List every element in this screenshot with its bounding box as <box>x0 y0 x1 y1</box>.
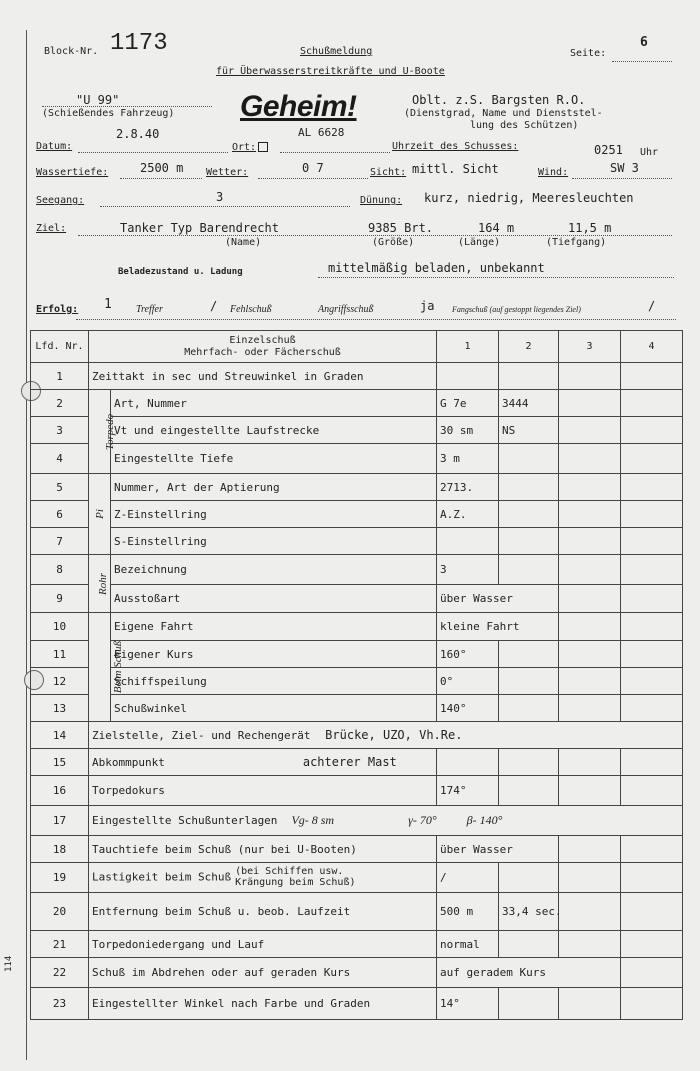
wind-value: SW 3 <box>610 161 639 175</box>
row-value-4 <box>621 988 683 1020</box>
row-value-1: A.Z. <box>437 501 499 528</box>
row-value-2: 33,4 sec. <box>499 893 559 931</box>
beladung-label: Beladezustand u. Ladung <box>118 267 243 277</box>
row-value-4 <box>621 501 683 528</box>
fangschuss-value: / <box>648 299 656 313</box>
table-row <box>31 528 683 555</box>
caption-laenge: (Länge) <box>458 237 501 248</box>
table-row <box>31 668 683 695</box>
row-value-4 <box>621 863 683 893</box>
row-label: Bezeichnung <box>111 555 437 585</box>
r15-value: achterer Mast <box>302 755 397 769</box>
datum-label: Datum: <box>36 141 73 152</box>
row-value-3 <box>559 444 621 474</box>
row-value-1 <box>437 528 499 555</box>
row-value-1: G 7e <box>437 390 499 417</box>
uhrzeit-value: 0251 <box>594 143 623 157</box>
row-value-2: NS <box>499 417 559 444</box>
ziel-laenge: 164 m <box>478 221 515 235</box>
row-label: Entfernung beim Schuß u. beob. Laufzeit <box>89 893 437 931</box>
row-number: 12 <box>31 668 89 695</box>
row-value-2 <box>499 641 559 668</box>
row-value-2 <box>499 444 559 474</box>
row-value-4 <box>621 474 683 501</box>
table-header-row <box>31 331 683 363</box>
duenung-value: kurz, niedrig, Meeresleuchten <box>424 191 634 205</box>
row-value-2 <box>499 555 559 585</box>
seegang-value: 3 <box>216 190 224 204</box>
row-number: 7 <box>31 528 89 555</box>
row-number: 15 <box>31 749 89 776</box>
table-row <box>31 641 683 668</box>
ort-label: Ort: <box>232 142 268 153</box>
ort-checkbox <box>258 142 268 152</box>
row-value-4 <box>621 931 683 958</box>
datum-value: 2.8.40 <box>116 127 160 141</box>
row-value-4 <box>621 836 683 863</box>
block-label: Block-Nr. <box>44 46 99 57</box>
row-value-1: 140° <box>437 695 499 722</box>
row-number: 4 <box>31 444 89 474</box>
row-value-3 <box>559 931 621 958</box>
row-value-1: über Wasser <box>437 836 559 863</box>
row-value-1: normal <box>437 931 499 958</box>
row-label: Eingestellte Schußunterlagen Vg- 8 sm γ- 70° β- 140° <box>89 806 683 836</box>
row-value-3 <box>559 668 621 695</box>
fehl-value: / <box>210 299 218 313</box>
row-value-2 <box>499 931 559 958</box>
row-value-4 <box>621 585 683 613</box>
wassertiefe-dots <box>120 177 202 179</box>
row-number: 16 <box>31 776 89 806</box>
caption-tiefgang: (Tiefgang) <box>546 237 607 248</box>
ziel-dots <box>78 234 672 236</box>
sicht-label: Sicht: <box>370 167 407 178</box>
col-nr-header: Lfd. Nr. <box>31 331 89 363</box>
row-value-2 <box>499 501 559 528</box>
row-value-3 <box>559 501 621 528</box>
row-label: Ausstoßart <box>111 585 437 613</box>
table-row <box>31 931 683 958</box>
wetter-value: 0 7 <box>302 161 324 175</box>
row-value-4 <box>621 695 683 722</box>
r17-vg: Vg- 8 sm <box>291 813 335 827</box>
table-row <box>31 836 683 863</box>
row-value-1: über Wasser <box>437 585 559 613</box>
table-row <box>31 863 683 893</box>
row-value-4 <box>621 613 683 641</box>
row-value-1 <box>437 363 499 390</box>
col-desc-header: Einzelschuß Mehrfach- oder Fächerschuß <box>89 331 437 363</box>
row-label: Eingestellter Winkel nach Farbe und Graden <box>89 988 437 1020</box>
row-value-1: auf geradem Kurs <box>437 958 621 988</box>
row-number: 14 <box>31 722 89 749</box>
row-label: Nummer, Art der Aptierung <box>111 474 437 501</box>
row-value-4 <box>621 641 683 668</box>
form-title: Schußmeldung <box>300 46 373 57</box>
row-label: Schuß im Abdrehen oder auf geraden Kurs <box>89 958 437 988</box>
officer-caption-2: lung des Schützen) <box>470 120 579 131</box>
row-value-1: 0° <box>437 668 499 695</box>
wind-dots <box>572 177 672 179</box>
row-label: Abkommpunkt achterer Mast <box>89 749 437 776</box>
row-value-2: 3444 <box>499 390 559 417</box>
group-torpedo: Torpedo <box>89 390 111 474</box>
ziel-tiefgang: 11,5 m <box>568 221 612 235</box>
r17-gamma: γ- 70° <box>408 813 437 827</box>
angriffsschuss-value: ja <box>420 299 435 313</box>
boat-caption: (Schießendes Fahrzeug) <box>42 108 175 119</box>
row-label: Art, Nummer <box>111 390 437 417</box>
row-label: Schußwinkel <box>111 695 437 722</box>
row-value-4 <box>621 417 683 444</box>
row-value-3 <box>559 363 621 390</box>
col-1-header: 1 <box>437 331 499 363</box>
table-row <box>31 749 683 776</box>
uhrzeit-label: Uhrzeit des Schusses: <box>392 141 519 152</box>
row-value-1: 3 m <box>437 444 499 474</box>
row-value-1: 174° <box>437 776 499 806</box>
r14-value: Brücke, UZO, Vh.Re. <box>325 728 463 742</box>
row-value-1: / <box>437 863 499 893</box>
row-label: Torpedoniedergang und Lauf <box>89 931 437 958</box>
row-value-1 <box>437 749 499 776</box>
row-number: 13 <box>31 695 89 722</box>
beladung-value: mittelmäßig beladen, unbekannt <box>328 261 545 275</box>
row-value-1: kleine Fahrt <box>437 613 559 641</box>
row-label: Eingestellte Tiefe <box>111 444 437 474</box>
group-beim-schuss: Beim Schuß <box>89 613 111 722</box>
seite-label: Seite: <box>570 48 607 59</box>
col-3-header: 3 <box>559 331 621 363</box>
table-row <box>31 613 683 641</box>
row-number: 20 <box>31 893 89 931</box>
row-number: 3 <box>31 417 89 444</box>
row-value-3 <box>559 474 621 501</box>
row-value-2 <box>499 363 559 390</box>
row-value-2 <box>499 863 559 893</box>
row-value-4 <box>621 749 683 776</box>
row-value-4 <box>621 528 683 555</box>
erfolg-dots <box>76 318 676 320</box>
row-value-2 <box>499 749 559 776</box>
row-value-3 <box>559 641 621 668</box>
col-2-header: 2 <box>499 331 559 363</box>
al-number: AL 6628 <box>298 126 345 139</box>
block-number: 1173 <box>110 30 168 57</box>
row-value-3 <box>559 390 621 417</box>
fangschuss-label: Fangschuß (auf gestoppt liegendes Ziel) <box>452 305 581 314</box>
table-row <box>31 893 683 931</box>
row-value-1: 2713. <box>437 474 499 501</box>
row-value-3 <box>559 613 621 641</box>
row-value-2 <box>499 474 559 501</box>
wassertiefe-value: 2500 m <box>140 161 184 175</box>
wetter-label: Wetter: <box>206 167 249 178</box>
row-value-1: 160° <box>437 641 499 668</box>
row-number: 19 <box>31 863 89 893</box>
table-row <box>31 806 683 836</box>
table-row <box>31 363 683 390</box>
group-pi: Pi <box>89 474 111 555</box>
row-value-4 <box>621 444 683 474</box>
row-value-3 <box>559 528 621 555</box>
row-value-4 <box>621 776 683 806</box>
table-row <box>31 501 683 528</box>
table-row <box>31 444 683 474</box>
row-value-2 <box>499 695 559 722</box>
shot-data-table <box>30 330 683 1020</box>
ziel-name: Tanker Typ Barendrecht <box>120 221 279 235</box>
seegang-label: Seegang: <box>36 195 85 206</box>
ziel-label: Ziel: <box>36 223 67 234</box>
row-label: Vt und eingestellte Laufstrecke <box>111 417 437 444</box>
row-label: Schiffspeilung <box>111 668 437 695</box>
ort-dots <box>280 151 390 153</box>
row-value-1: 500 m <box>437 893 499 931</box>
seegang-dots <box>100 205 350 207</box>
table-row <box>31 722 683 749</box>
row-label: Z-Einstellring <box>111 501 437 528</box>
beladung-dots <box>318 276 674 278</box>
row-number: 21 <box>31 931 89 958</box>
row-value-1: 14° <box>437 988 499 1020</box>
geheim-stamp: Geheim! <box>240 90 357 123</box>
row-number: 9 <box>31 585 89 613</box>
row-number: 5 <box>31 474 89 501</box>
margin-rule <box>26 30 27 1060</box>
row-value-2 <box>499 776 559 806</box>
table-row <box>31 776 683 806</box>
seite-value: 6 <box>640 35 648 50</box>
wetter-dots <box>258 177 368 179</box>
row-value-1: 30 sm <box>437 417 499 444</box>
row-label: Eigene Fahrt <box>111 613 437 641</box>
row-value-3 <box>559 776 621 806</box>
r17-beta: β- 140° <box>466 813 503 827</box>
row-label: Eigener Kurs <box>111 641 437 668</box>
row-label: Torpedokurs <box>89 776 437 806</box>
boat-dots <box>42 105 212 107</box>
table-row <box>31 474 683 501</box>
row-value-4 <box>621 363 683 390</box>
row-value-3 <box>559 585 621 613</box>
uhr-label: Uhr <box>640 147 659 158</box>
row-value-3 <box>559 836 621 863</box>
duenung-label: Dünung: <box>360 195 403 206</box>
row-number: 22 <box>31 958 89 988</box>
row-value-4 <box>621 958 683 988</box>
row-label: Zeittakt in sec und Streuwinkel in Graden <box>89 363 437 390</box>
caption-groesse: (Größe) <box>372 237 415 248</box>
table-row <box>31 555 683 585</box>
row-value-3 <box>559 988 621 1020</box>
wind-label: Wind: <box>538 167 569 178</box>
row-value-4 <box>621 893 683 931</box>
datum-dots <box>78 151 228 153</box>
row-number: 10 <box>31 613 89 641</box>
row-value-4 <box>621 668 683 695</box>
table-row <box>31 958 683 988</box>
seite-dots <box>612 60 672 62</box>
row-number: 17 <box>31 806 89 836</box>
form-subtitle: für Überwasserstreitkräfte und U-Boote <box>216 66 445 77</box>
row-value-2 <box>499 668 559 695</box>
treffer-label: Treffer <box>136 304 163 315</box>
erfolg-label: Erfolg: <box>36 304 79 315</box>
ziel-groesse: 9385 Brt. <box>368 221 434 235</box>
row-value-3 <box>559 893 621 931</box>
margin-mark: 114 <box>4 955 14 972</box>
row-label: Zielstelle, Ziel- und Rechengerät Brücke, UZO, Vh.Re. <box>89 722 683 749</box>
row-number: 1 <box>31 363 89 390</box>
wassertiefe-label: Wassertiefe: <box>36 167 109 178</box>
row-number: 6 <box>31 501 89 528</box>
table-row <box>31 417 683 444</box>
row-value-3 <box>559 863 621 893</box>
caption-name: (Name) <box>225 237 262 248</box>
row-number: 18 <box>31 836 89 863</box>
row-value-4 <box>621 390 683 417</box>
row-value-4 <box>621 555 683 585</box>
row-label: Lastigkeit beim Schuß (bei Schiffen usw. Krängung beim Schuß) <box>89 863 437 893</box>
row-value-2 <box>499 528 559 555</box>
boat-name: "U 99" <box>76 93 120 107</box>
row-value-2 <box>499 988 559 1020</box>
col-4-header: 4 <box>621 331 683 363</box>
r19-note: (bei Schiffen usw. Krängung beim Schuß) <box>235 866 356 888</box>
fehlschuss-label: Fehlschuß <box>230 304 272 315</box>
row-value-3 <box>559 555 621 585</box>
table-row <box>31 988 683 1020</box>
row-value-3 <box>559 417 621 444</box>
treffer-value: 1 <box>104 297 112 312</box>
sicht-value: mittl. Sicht <box>412 162 499 176</box>
group-rohr: Rohr <box>89 555 111 613</box>
table-row <box>31 390 683 417</box>
row-label: Tauchtiefe beim Schuß (nur bei U-Booten) <box>89 836 437 863</box>
row-value-1: 3 <box>437 555 499 585</box>
table-row <box>31 585 683 613</box>
officer-name: Oblt. z.S. Bargsten R.O. <box>412 93 586 107</box>
row-number: 2 <box>31 390 89 417</box>
row-number: 11 <box>31 641 89 668</box>
row-number: 8 <box>31 555 89 585</box>
row-value-3 <box>559 749 621 776</box>
row-value-3 <box>559 695 621 722</box>
row-label: S-Einstellring <box>111 528 437 555</box>
table-row <box>31 695 683 722</box>
angriffsschuss-label: Angriffsschuß <box>318 304 374 315</box>
row-number: 23 <box>31 988 89 1020</box>
officer-caption-1: (Dienstgrad, Name und Dienststel- <box>404 108 603 119</box>
